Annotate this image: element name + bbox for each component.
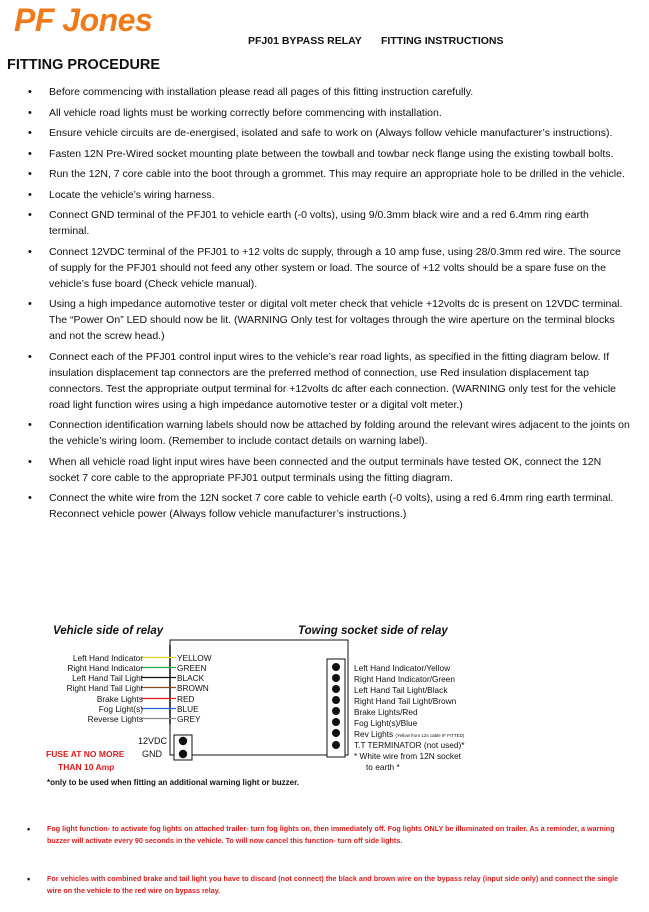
output-label: Brake Lights/Red — [354, 707, 418, 717]
wire-name: RED — [177, 694, 195, 704]
v12-label: 12VDC — [137, 736, 167, 746]
fog-light-note: • Fog light function- to activate fog lights on attached trailer- turn fog lights on, then immediately off. Fog lights ONLY be illuminated on trailer. As a reminder, a warning buzzer will activate every 90 seconds in the vehicle. To will now cancel this function- turn off side lights. — [47, 823, 627, 847]
input-label: Right Hand Tail Light — [66, 683, 143, 693]
step-item: • Connect GND terminal of the PFJ01 to vehicle earth (-0 volts), using 9/0.3mm black wire and a red 6.4mm ring earth terminal. — [0, 207, 630, 239]
buzzer-note: *only to be used when fitting an additional warning light or buzzer. — [47, 778, 300, 787]
rev-lights-text: Rev Lights — [354, 729, 394, 739]
output-label: Left Hand Tail Light/Black — [354, 685, 448, 695]
tt-terminator-label: T.T TERMINATOR (not used)* — [354, 740, 465, 750]
wire-name: BLACK — [177, 673, 205, 683]
white-wire-note: to earth * — [366, 762, 400, 772]
wire-name: BROWN — [177, 683, 209, 693]
header-doc: PFJ01 BYPASS RELAY — [248, 35, 362, 47]
step-item: • All vehicle road lights must be working correctly before commencing with installation. — [0, 105, 630, 121]
step-item: • Connect the white wire from the 12N socket 7 core cable to vehicle earth (-0 volts), using a red 6.4mm ring earth terminal. Reconnect vehicle power (Always follow vehicle manufacturer’s instructions.) — [0, 490, 630, 522]
wire-name: YELLOW — [177, 653, 212, 663]
output-label: Right Hand Indicator/Green — [354, 674, 456, 684]
fuse-warning: FUSE AT NO MORE — [46, 749, 125, 759]
output-label: Right Hand Tail Light/Brown — [354, 696, 457, 706]
input-label: Reverse Lights — [87, 714, 143, 724]
step-item: • Using a high impedance automotive tester or digital volt meter check that vehicle +12volts dc is present on 12VDC terminal. The “Power On” LED should now be lit. (WARNING Only test for voltages through the wire aperture on the terminal blocks and not the screw head.) — [0, 296, 630, 344]
white-wire-note: * White wire from 12N socket — [354, 751, 461, 761]
step-item: • Connect each of the PFJ01 control input wires to the vehicle’s rear road lights, as specified in the fitting diagram below. If insulation displacement tap connectors are the preferred method of connection, use Red insulation displacement tap connectors. Test the appropriate output terminal for +12volts dc after each connection. (WARNING only test for the vehicle road light function wires using a high impedance automotive tester or a digital volt meter.) — [0, 349, 630, 413]
towing-side-label: Towing socket side of relay — [298, 625, 448, 637]
input-label: Left Hand Tail Light — [72, 673, 143, 683]
input-label: Brake Lights — [96, 694, 143, 704]
step-item: • Connection identification warning labels should now be attached by folding around the relevant wires adjacent to the joints on the vehicle’s wiring loom. (Remember to include contact details on warning label). — [0, 417, 630, 449]
gnd-label: GND — [142, 749, 162, 759]
step-item: • Ensure vehicle circuits are de-energised, isolated and safe to work on (Always follow vehicle manufacturer’s instructions). — [0, 125, 630, 141]
wire-name: BLUE — [177, 704, 199, 714]
page-title: FITTING PROCEDURE — [7, 57, 161, 73]
brake-tail-note: • For vehicles with combined brake and tail light you have to discard (not connect) the black and brown wire on the bypass relay (input side only) and connect the single wire on the vehicle to the red wire on bypass relay. — [47, 873, 627, 897]
rev-lights-note: (Yellow from 12s cable IF FITTED) — [395, 733, 465, 738]
header-section: FITTING INSTRUCTIONS — [381, 35, 504, 47]
output-label: Fog Light(s)/Blue — [354, 718, 418, 728]
wire-name: GREEN — [177, 663, 207, 673]
step-item: • Connect 12VDC terminal of the PFJ01 to +12 volts dc supply, through a 10 amp fuse, using 28/0.3mm red wire. The source of supply for the PFJ01 should not feed any other system or load. The source of +12 volts should be a spare fuse on the vehicle’s fuse board (Check vehicle manual). — [0, 244, 630, 292]
step-item: • Locate the vehicle’s wiring harness. — [0, 187, 630, 203]
output-label: Left Hand Indicator/Yellow — [354, 663, 451, 673]
brand-logo: PF Jones — [14, 2, 153, 38]
step-item: • When all vehicle road light input wires have been connected and the output terminals have tested OK, connect the 12N socket 7 core cable to the appropriate PFJ01 output terminals using the fitting diagram. — [0, 454, 630, 486]
fuse-warning: THAN 10 Amp — [58, 762, 115, 772]
input-label: Fog Light(s) — [98, 704, 143, 714]
vehicle-side-label: Vehicle side of relay — [53, 625, 164, 637]
step-item: • Run the 12N, 7 core cable into the boot through a grommet. This may require an appropriate hole to be drilled in the vehicle. — [0, 166, 630, 182]
wire-name: GREY — [177, 714, 201, 724]
step-item: • Before commencing with installation please read all pages of this fitting instruction carefully. — [0, 84, 630, 100]
input-label: Right Hand Indicator — [67, 663, 143, 673]
input-label: Left Hand Indicator — [72, 653, 143, 663]
step-item: • Fasten 12N Pre-Wired socket mounting plate between the towball and towbar neck flange using the existing towball bolts. — [0, 146, 630, 162]
